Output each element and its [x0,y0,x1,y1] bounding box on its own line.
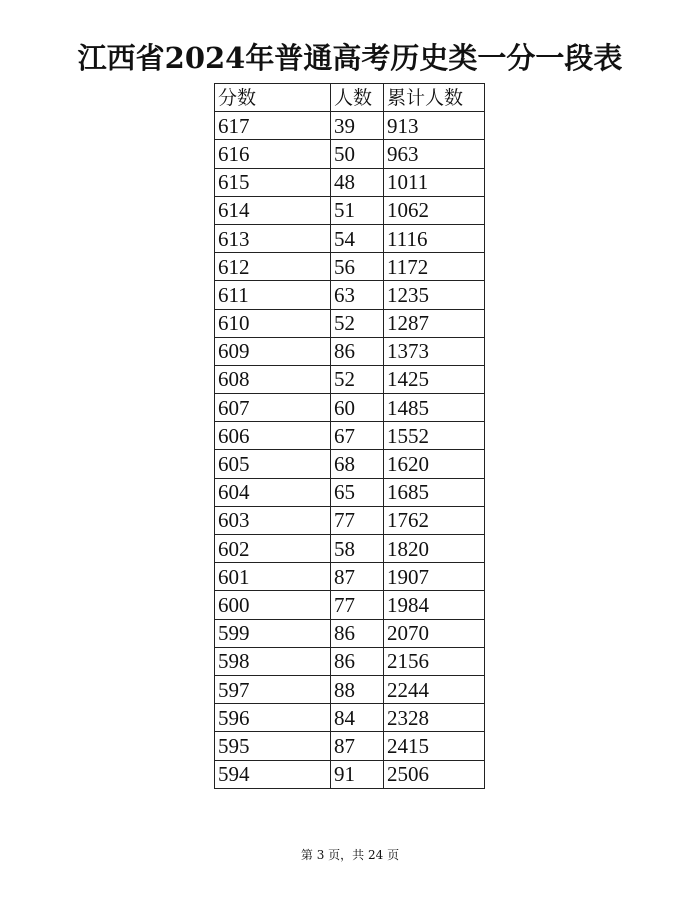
cell-cumulative: 1485 [384,394,485,422]
page-title: 江西省2024年普通高考历史类一分一段表 [77,41,623,75]
table-row [215,168,485,196]
cell-score: 595 [215,732,331,760]
cell-cumulative: 2156 [384,647,485,675]
cell-score: 596 [215,704,331,732]
cell-score: 609 [215,337,331,365]
cell-cumulative: 1011 [384,168,485,196]
table-row [215,619,485,647]
cell-cumulative: 963 [384,140,485,168]
cell-score: 602 [215,535,331,563]
cell-cumulative: 1235 [384,281,485,309]
cell-count: 88 [331,675,384,703]
table-body [215,112,485,789]
cell-count: 39 [331,112,384,140]
table-row [215,675,485,703]
cell-score: 612 [215,253,331,281]
cell-count: 48 [331,168,384,196]
cell-cumulative: 1685 [384,478,485,506]
cell-cumulative: 1425 [384,365,485,393]
cell-count: 86 [331,337,384,365]
cell-cumulative: 1552 [384,422,485,450]
score-distribution-table [214,83,485,789]
cell-score: 604 [215,478,331,506]
cell-cumulative: 1984 [384,591,485,619]
cell-score: 613 [215,224,331,252]
cell-cumulative: 2506 [384,760,485,788]
cell-cumulative: 1907 [384,563,485,591]
table-row [215,140,485,168]
cell-cumulative: 2244 [384,675,485,703]
cell-score: 597 [215,675,331,703]
cell-score: 610 [215,309,331,337]
cell-count: 50 [331,140,384,168]
table-row [215,478,485,506]
cell-count: 52 [331,309,384,337]
cell-count: 63 [331,281,384,309]
cell-cumulative: 2328 [384,704,485,732]
cell-score: 594 [215,760,331,788]
cell-cumulative: 913 [384,112,485,140]
cell-cumulative: 2070 [384,619,485,647]
cell-count: 54 [331,224,384,252]
cell-score: 606 [215,422,331,450]
cell-count: 77 [331,506,384,534]
table-row [215,224,485,252]
cell-score: 599 [215,619,331,647]
cell-score: 615 [215,168,331,196]
cell-score: 617 [215,112,331,140]
table-row [215,337,485,365]
cell-score: 607 [215,394,331,422]
table-row [215,112,485,140]
table-row [215,394,485,422]
cell-cumulative: 1287 [384,309,485,337]
cell-score: 614 [215,196,331,224]
cell-count: 77 [331,591,384,619]
table-header-row [215,84,485,112]
cell-count: 56 [331,253,384,281]
table-row [215,760,485,788]
column-header-count: 人数 [331,84,384,112]
cell-count: 58 [331,535,384,563]
cell-count: 91 [331,760,384,788]
cell-count: 87 [331,563,384,591]
table-row [215,253,485,281]
cell-count: 87 [331,732,384,760]
cell-count: 67 [331,422,384,450]
cell-count: 65 [331,478,384,506]
cell-count: 68 [331,450,384,478]
cell-score: 600 [215,591,331,619]
cell-score: 605 [215,450,331,478]
cell-score: 611 [215,281,331,309]
cell-score: 616 [215,140,331,168]
cell-score: 601 [215,563,331,591]
cell-count: 60 [331,394,384,422]
cell-cumulative: 2415 [384,732,485,760]
table-row [215,450,485,478]
cell-score: 603 [215,506,331,534]
cell-cumulative: 1116 [384,224,485,252]
cell-cumulative: 1620 [384,450,485,478]
table-row [215,591,485,619]
table-header [215,84,485,112]
table-row [215,704,485,732]
column-header-score: 分数 [215,84,331,112]
cell-count: 86 [331,619,384,647]
page-number-footer: 第 3 页，共 24 页 [300,848,400,862]
table-row [215,506,485,534]
cell-cumulative: 1172 [384,253,485,281]
cell-cumulative: 1762 [384,506,485,534]
table-row [215,732,485,760]
column-header-cumulative: 累计人数 [384,84,485,112]
table-row [215,309,485,337]
cell-count: 86 [331,647,384,675]
cell-count: 84 [331,704,384,732]
table-row [215,365,485,393]
cell-cumulative: 1820 [384,535,485,563]
table-row [215,647,485,675]
cell-cumulative: 1062 [384,196,485,224]
table-row [215,422,485,450]
table-row [215,563,485,591]
cell-count: 52 [331,365,384,393]
cell-score: 608 [215,365,331,393]
cell-score: 598 [215,647,331,675]
table-row [215,281,485,309]
table-row [215,196,485,224]
cell-count: 51 [331,196,384,224]
cell-cumulative: 1373 [384,337,485,365]
table-row [215,535,485,563]
